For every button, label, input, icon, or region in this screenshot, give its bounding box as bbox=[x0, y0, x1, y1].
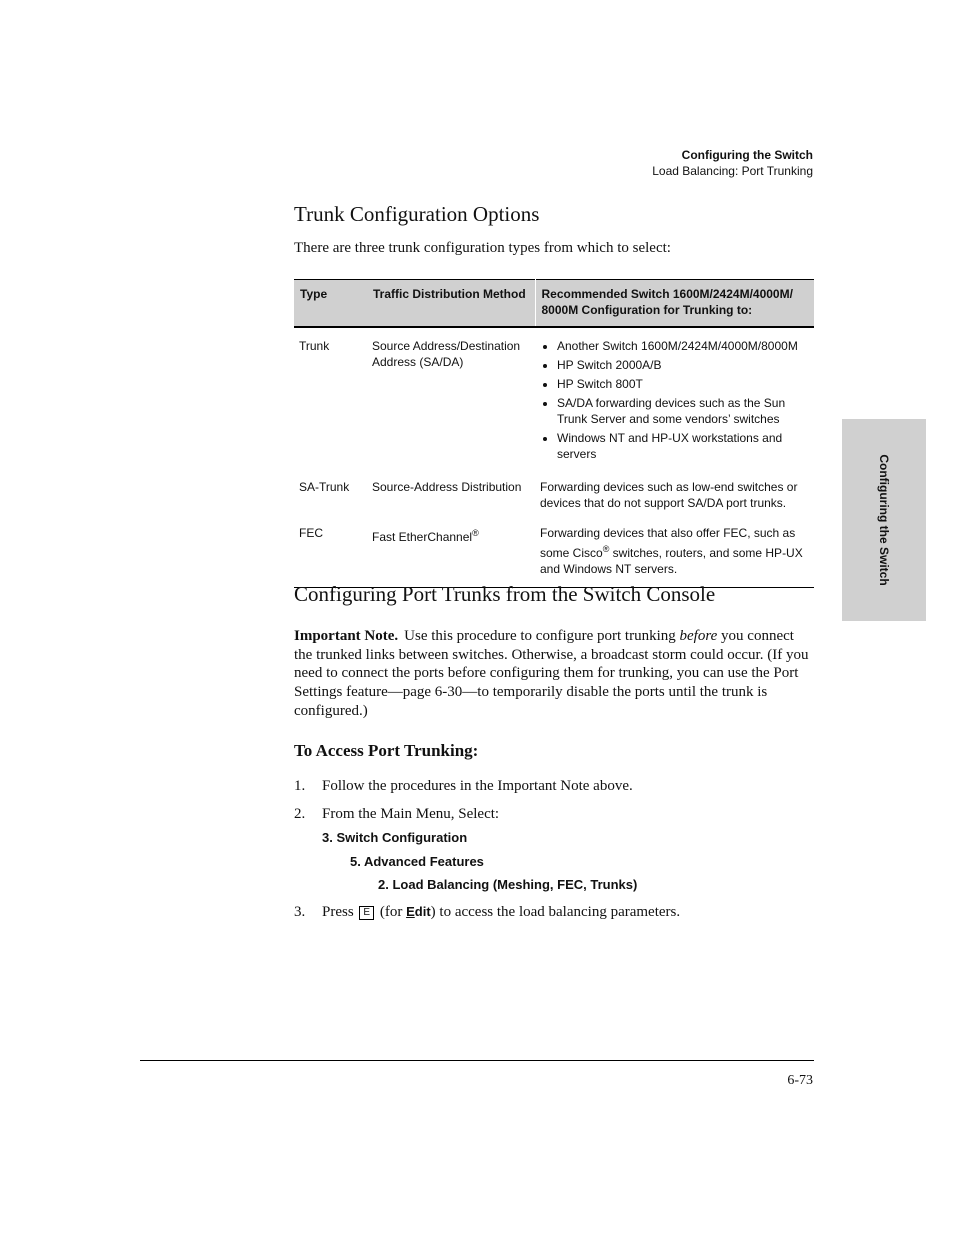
footer-rule bbox=[140, 1060, 814, 1061]
cell-method-line1: Source Address/Destination bbox=[372, 339, 521, 353]
page-number: 6-73 bbox=[787, 1073, 813, 1088]
cell-method-line2: Address (SA/DA) bbox=[372, 355, 464, 369]
step-number: 1. bbox=[294, 778, 306, 794]
menu-path-level-3: 2. Load Balancing (Meshing, FEC, Trunks) bbox=[378, 877, 638, 892]
cell-method: Source-Address Distribution bbox=[372, 480, 522, 494]
side-tab-label: Configuring the Switch bbox=[877, 454, 891, 586]
table-row bbox=[294, 521, 814, 588]
section-title-trunk-options: Trunk Configuration Options bbox=[294, 202, 540, 226]
header-type: Type bbox=[294, 280, 367, 328]
registered-mark: ® bbox=[602, 544, 610, 554]
list-item: • HP Switch 800T bbox=[557, 376, 809, 392]
cell-type: SA-Trunk bbox=[299, 480, 350, 494]
menu-path-level-1: 3. Switch Configuration bbox=[322, 830, 468, 845]
table-row bbox=[294, 475, 814, 521]
running-header-title: Configuring the Switch bbox=[681, 148, 813, 162]
config-bullet-list bbox=[540, 338, 809, 462]
important-note bbox=[294, 627, 814, 721]
chapter-side-tab bbox=[842, 419, 926, 621]
step-1 bbox=[294, 778, 633, 795]
step-text-b: (for bbox=[376, 904, 407, 920]
important-note-label: Important Note. bbox=[294, 628, 399, 644]
registered-mark: ® bbox=[472, 528, 479, 538]
edit-rest: dit bbox=[414, 904, 431, 919]
step-number: 2. bbox=[294, 806, 306, 822]
cell-method bbox=[367, 521, 535, 588]
step-text: Follow the procedures in the Important Note above. bbox=[322, 778, 633, 794]
table-row bbox=[294, 327, 814, 475]
cell-method-text: Fast EtherChannel bbox=[372, 530, 473, 544]
menu-path-level-2: 5. Advanced Features bbox=[350, 854, 484, 869]
trunk-options-table bbox=[294, 279, 814, 588]
keyboard-key-e: E bbox=[359, 906, 374, 920]
cell-config bbox=[535, 327, 814, 475]
step-text-c: ) to access the load balancing parameters. bbox=[430, 904, 681, 920]
header-recommended bbox=[535, 280, 814, 328]
step-text-a: Press bbox=[322, 904, 358, 920]
header-recommended-line1: Recommended Switch 1600M/2424M/4000M/ bbox=[541, 287, 793, 301]
important-note-text-a: Use this procedure to configure port trunking bbox=[404, 628, 680, 644]
cell-method bbox=[367, 327, 535, 475]
list-item: • Windows NT and HP-UX workstations and servers bbox=[557, 430, 809, 462]
cell-config bbox=[535, 521, 814, 588]
step-2 bbox=[294, 806, 499, 823]
section-intro: There are three trunk configuration types from which to select: bbox=[294, 240, 671, 256]
header-recommended-line2: 8000M Configuration for Trunking to: bbox=[541, 303, 753, 317]
step-number: 3. bbox=[294, 904, 306, 920]
cell-config-part2: switches, routers, and some HP-UX and Windows NT servers. bbox=[540, 546, 803, 576]
edit-command bbox=[406, 904, 431, 919]
header-method: Traffic Distribution Method bbox=[367, 280, 535, 328]
important-note-emphasis: before bbox=[679, 628, 718, 644]
running-header-subtitle: Load Balancing: Port Trunking bbox=[652, 164, 813, 178]
cell-config-part1: Forwarding devices that also offer FEC, such as some Cisco bbox=[540, 526, 796, 560]
table-header-row bbox=[294, 280, 814, 328]
list-item: • SA/DA forwarding devices such as the Sun Trunk Server and some vendors’ switches bbox=[557, 395, 809, 427]
edit-hotkey-letter: E bbox=[406, 904, 415, 919]
list-item: • Another Switch 1600M/2424M/4000M/8000M bbox=[557, 338, 809, 354]
important-note-text-b: you connect the trunked links between switches. Otherwise, a broadcast storm could occur. (If you need to connect the ports before configuring them for trunking, you can use the Port Settings feature—page 6-30—to temporarily disable the ports until the trunk is configured.) bbox=[294, 628, 809, 719]
step-text: From the Main Menu, Select: bbox=[322, 806, 500, 822]
step-3 bbox=[294, 904, 680, 921]
cell-type: FEC bbox=[299, 526, 323, 540]
cell-type: Trunk bbox=[299, 339, 330, 353]
subsection-title-access: To Access Port Trunking: bbox=[294, 741, 479, 760]
list-item: • HP Switch 2000A/B bbox=[557, 357, 809, 373]
section-title-console: Configuring Port Trunks from the Switch Console bbox=[294, 582, 716, 606]
running-header bbox=[652, 147, 813, 179]
cell-config: Forwarding devices such as low-end switches or devices that do not support SA/DA port trunks. bbox=[540, 480, 798, 510]
